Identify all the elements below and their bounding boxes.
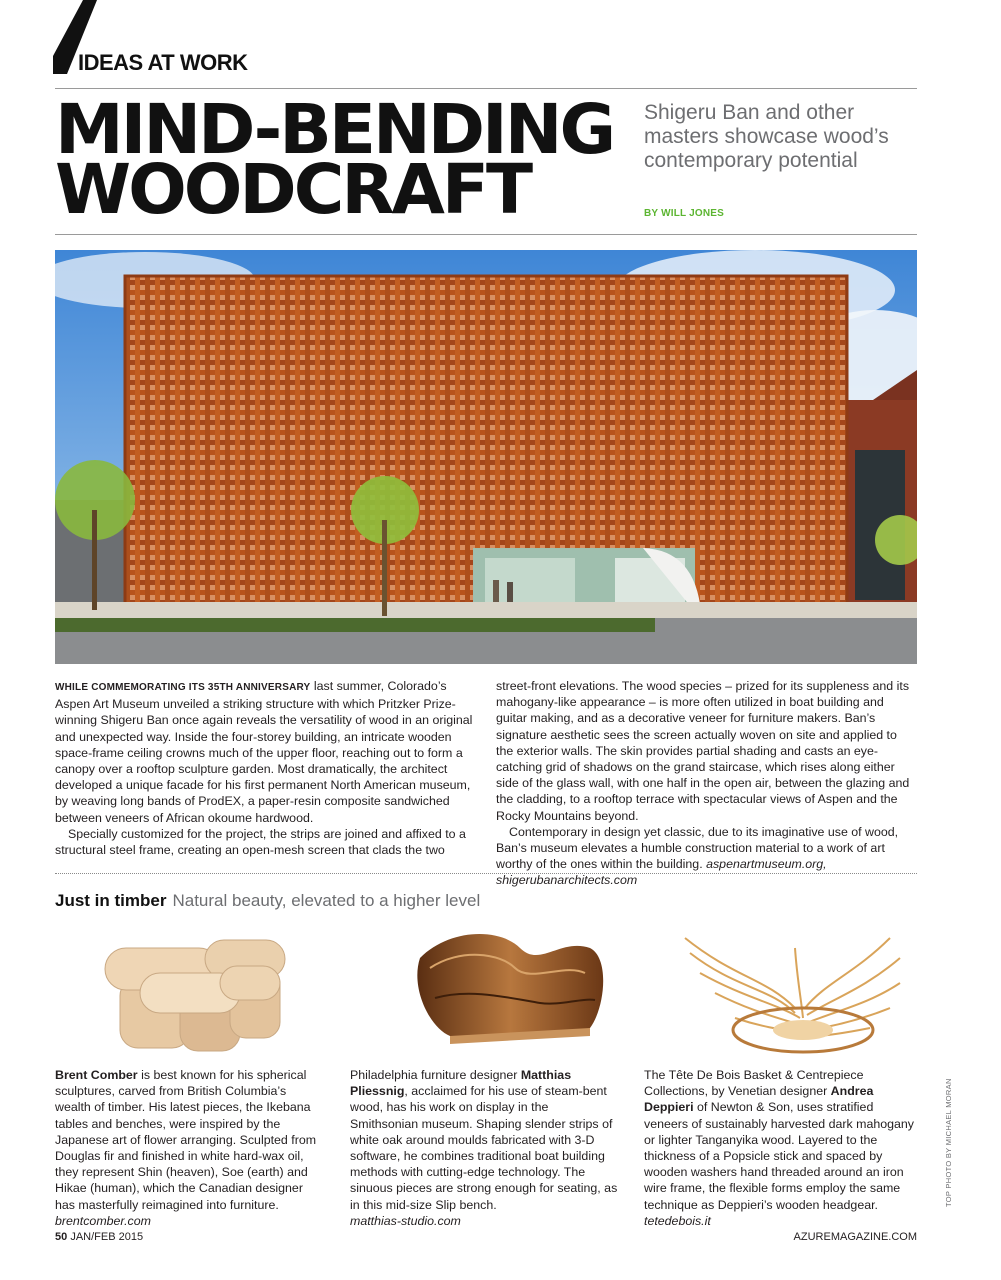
byline: BY WILL JONES [644, 208, 725, 219]
page-number: 50 [55, 1231, 68, 1243]
designer-name-2: Matthias Pliessnig [350, 1068, 572, 1099]
hero-photo [55, 250, 917, 664]
product-2-text: Philadelphia furniture designer Matthias Pliessnig, acclaimed for his use of steam-bent wood, has his work on display in the Smithsonian museum. Shaping slender strips of white oak around moulds fabricated with 3-D software, he combines traditional boat building methods with cutting-edge technology. The sinuous pieces are strong enough for seating, as in this mid-size Slip bench. matthias-studio.com [350, 1068, 618, 1228]
sidebar-subtitle: Natural beauty, elevated to a higher level [172, 891, 481, 910]
section-label: IDEAS AT WORK [78, 50, 248, 75]
magazine-site[interactable]: AZUREMAGAZINE.COM [793, 1231, 917, 1243]
designer-name-1: Brent Comber [55, 1068, 138, 1082]
product-1-link[interactable]: brentcomber.com [55, 1213, 151, 1228]
photo-credit: TOP PHOTO BY MICHAEL MORAN [944, 1078, 953, 1207]
museum-facade-illustration [55, 250, 917, 664]
headline-line-2: WOODCRAFT [55, 150, 531, 230]
product-1-text: Brent Comber is best known for his spherical sculptures, carved from British Columbia’s wealth of timber. His latest pieces, the Ikebana tables and benches, were inspired by the Japanese art of flower arranging. Sculpted from Douglas fir and finished in white hard-wax oil, they represent Shin (heaven), Soe (earth) and Hikae (human), which the Canadian designer has masterfully reimagined into furniture. brentcomber.com [55, 1068, 317, 1228]
folio [55, 1231, 143, 1243]
issue-date: JAN/FEB 2015 [70, 1231, 144, 1243]
section-divider [55, 873, 917, 874]
sidebar-heading [55, 891, 480, 911]
lead-in-caps: WHILE COMMEMORATING ITS 35TH ANNIVERSARY [55, 682, 311, 693]
product-3-text: The Tête De Bois Basket & Centrepiece Collections, by Venetian designer Andrea Deppieri of Newton & Son, uses stratified veneers of sustainably harvested dark mahogany or lighter Tanganyika wood. Layered to the thickness of a Popsicle stick and spaced by wooden washers hand threaded around an iron wire frame, the flexible forms employ the same technique as Deppieri’s wooden headgear. tetedebois.it [644, 1068, 914, 1228]
product-2-link[interactable]: matthias-studio.com [350, 1213, 461, 1228]
article-paragraph-2: Specially customized for the project, the strips are joined and affixed to a structural steel frame, creating an open-mesh screen that clads the two [55, 826, 466, 858]
article-paragraph-3: street-front elevations. The wood species – prized for its suppleness and its mahogany-like appearance – is more often utilized in boat building and guitar making, and as a decorative veneer for furniture makers. Ban’s signature aesthetic sees the screen actually woven on site and applied to the exterior walls. The skin provides partial shading and casts an eye-catching grid of shadows on the grand staircase, which rises along either side of the glass wall, with one half in the open air, between the glazing and the cladding, to a rooftop terrace with spectacular views of Aspen and the Rocky Mountains beyond. [496, 679, 910, 823]
designer-name-3: Andrea Deppieri [644, 1084, 874, 1115]
article-paragraph-1: WHILE COMMEMORATING ITS 35TH ANNIVERSARY last summer, Colorado’s Aspen Art Museum unveiled a striking structure with which Pritzker Prize-winning Shigeru Ban once again reveals the versatility of wood in an original and unexpected way. Inside the four-storey building, an intricate wooden space-frame ceiling crowns much of the upper floor, reaching out to form a canopy over a rooftop sculpture garden. Most dramatically, the architect developed a unique facade for his first permanent North American museum, by weaving long bands of ProdEX, a paper-resin composite sandwiched between veneers of African okoume hardwood. [55, 679, 473, 825]
article-column-1 [55, 678, 475, 858]
product-3-link[interactable]: tetedebois.it [644, 1213, 711, 1228]
sidebar-title: Just in timber [55, 891, 167, 910]
headline-line-1: MIND-BENDING [55, 90, 614, 170]
slip-bench-image [390, 918, 650, 1063]
header-rule [55, 88, 917, 89]
headline [55, 90, 615, 230]
title-rule [55, 234, 917, 235]
article-paragraph-4: Contemporary in design yet classic, due to its imaginative use of wood, Ban’s museum elevates a humble construction material to a work of art worthy of the ones within the building. aspenartmuseum.org, shigerubanarchitects.com [496, 824, 899, 888]
article-links[interactable]: aspenartmuseum.org, shigerubanarchitects.com [496, 857, 827, 888]
tete-de-bois-basket-image [675, 918, 935, 1063]
deck: Shigeru Ban and other masters showcase wood’s contemporary potential [644, 101, 889, 172]
ikebana-bench-image [80, 918, 340, 1063]
article-column-2 [496, 678, 916, 889]
